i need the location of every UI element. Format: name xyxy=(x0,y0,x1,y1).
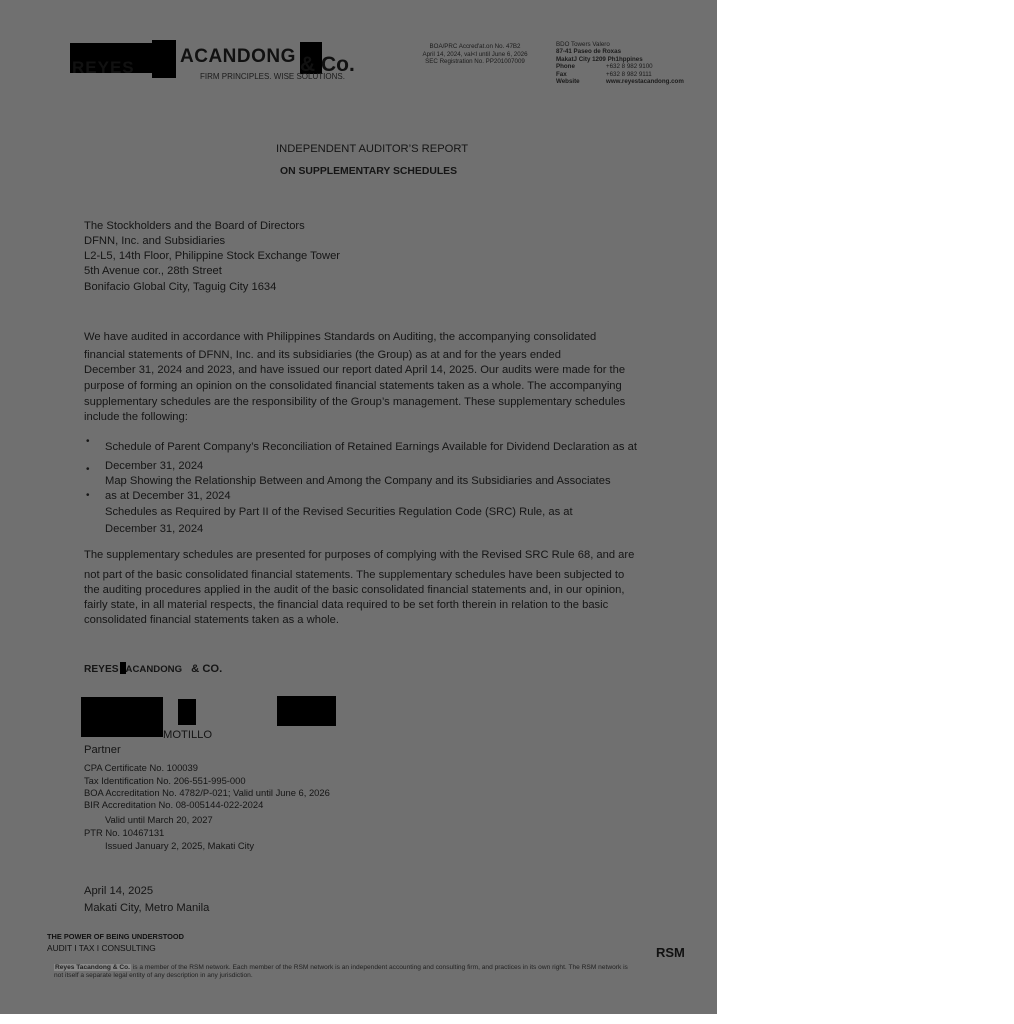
signing-firm-reyes: REYES xyxy=(84,664,119,675)
header-boa-block xyxy=(405,43,545,66)
signature-redaction-2 xyxy=(178,699,196,725)
paragraph2-line: not part of the basic consolidated financial statements. The supplementary schedules have been subjected to xyxy=(84,569,625,581)
logo-co: & Co. xyxy=(300,53,355,76)
credential-line: CPA Certificate No. 100039 xyxy=(84,762,198,773)
paragraph1-line: December 31, 2024 and 2023, and have issued our report dated April 14, 2025. Our audits were made for the xyxy=(84,364,626,376)
contact-label: Fax xyxy=(556,70,567,78)
header-contact-website xyxy=(556,78,684,85)
logo-reyes: REYES xyxy=(72,58,135,77)
paragraph1-line: supplementary schedules are the responsibility of the Group’s management. These supplementary schedules xyxy=(84,396,626,408)
bullet-dot: • xyxy=(86,464,90,475)
signature-redaction-1 xyxy=(81,697,163,737)
bullet-line: December 31, 2024 xyxy=(105,523,204,535)
addressee-line: DFNN, Inc. and Subsidiaries xyxy=(84,235,226,247)
signing-firm-tacandong: ACANDONG xyxy=(125,664,183,675)
report-date: April 14, 2025 xyxy=(84,885,154,897)
paragraph1-line: include the following: xyxy=(84,411,188,423)
footer-services: AUDIT I TAX I CONSULTING xyxy=(47,943,156,953)
addressee-line: The Stockholders and the Board of Directors xyxy=(84,220,305,232)
signing-firm-redaction xyxy=(120,662,126,674)
logo-tagline: FIRM PRINCIPLES. WISE SOLUTIONS. xyxy=(200,72,345,81)
report-place: Makati City, Metro Manila xyxy=(84,902,210,914)
logo-tacandong: ACANDONG xyxy=(180,46,296,67)
bullet-line: Schedule of Parent Company’s Reconciliation of Retained Earnings Available for Dividend Declaration as at xyxy=(105,441,637,453)
paragraph2-line: fairly state, in all material respects, the financial data required to be set forth therein in relation to the basic xyxy=(84,599,609,611)
bullet-line: as at December 31, 2024 xyxy=(105,490,231,502)
footer-note-firm: Reyes Tacandong & Co. xyxy=(55,964,130,971)
header-boa-line: SEC Registration No. PP201007009 xyxy=(425,58,525,66)
addressee-line: 5th Avenue cor., 28th Street xyxy=(84,265,222,277)
paragraph2-line: The supplementary schedules are presented for purposes of complying with the Revised SRC Rule 68, and are xyxy=(84,549,635,561)
header-contact-phone xyxy=(556,63,684,70)
signing-firm xyxy=(84,662,222,675)
bullet-line: December 31, 2024 xyxy=(105,460,204,472)
footer-note-line2: not itself a separate legal entity of any description in any jurisdiction. xyxy=(54,971,253,979)
footer-note-line1 xyxy=(54,964,628,972)
header-boa-line: April 14, 2024, val<l until June 6, 2026 xyxy=(422,50,528,58)
bullet-line: Schedules as Required by Part II of the Revised Securities Regulation Code (SRC) Rule, as at xyxy=(105,506,573,518)
credential-line: PTR No. 10467131 xyxy=(84,827,165,838)
header-address-line: MakatJ City 1209 Ph1hppines xyxy=(556,55,643,63)
paragraph1-line: We have audited in accordance with Philippines Standards on Auditing, the accompanying consolidated xyxy=(84,331,597,343)
bullet-line: Map Showing the Relationship Between and Among the Company and its Subsidiaries and Associates xyxy=(105,475,611,487)
addressee-line: Bonifacio Global City, Taguig City 1634 xyxy=(84,281,277,293)
header-address-line: 87-41 Paseo de Roxas xyxy=(556,48,622,56)
footer-network-note xyxy=(54,964,628,979)
signing-firm-co: & CO. xyxy=(191,663,223,675)
logo-redaction-t xyxy=(152,40,176,78)
bullet-dot: • xyxy=(86,436,90,447)
paragraph2-line: the auditing procedures applied in the audit of the basic consolidated financial statements and, in our opinion, xyxy=(84,584,625,596)
footer-rsm-logo: RSM xyxy=(656,945,685,960)
addressee-line: L2-L5, 14th Floor, Philippine Stock Exchange Tower xyxy=(84,250,341,262)
credential-line: Issued January 2, 2025, Makati City xyxy=(105,840,255,851)
bullet-dot: • xyxy=(86,490,90,501)
report-title: INDEPENDENT AUDITOR’S REPORT xyxy=(276,143,469,155)
signature-redaction-3 xyxy=(277,696,336,726)
contact-value: www.reyestacandong.com xyxy=(606,78,684,86)
credential-line: BOA Accreditation No. 4782/P-021; Valid until June 6, 2026 xyxy=(84,787,330,798)
header-address-line: BDO Towers Valero xyxy=(556,41,610,48)
contact-value: +632 8 982 9100 xyxy=(606,63,653,71)
header-contact-fax xyxy=(556,71,684,78)
footer-power: THE POWER OF BEING UNDERSTOOD xyxy=(47,932,185,941)
credential-line: Tax Identification No. 206-551-995-000 xyxy=(84,775,246,786)
partner-name: MOTILLO xyxy=(163,729,213,741)
partner-title: Partner xyxy=(84,744,121,756)
header-address-block xyxy=(556,41,684,85)
credential-line: Valid until March 20, 2027 xyxy=(105,814,213,825)
footer-note-text: is a member of the RSM network. Each member of the RSM network is an independent accounting and consulting firm, and practices in its own right. The RSM network is xyxy=(131,964,628,971)
paragraph1-line: financial statements of DFNN, Inc. and its subsidiaries (the Group) as at and for the years ended xyxy=(84,349,561,361)
header-boa-line: BOA/PRC Accred'at.on No. 47B2 xyxy=(429,43,521,50)
paragraph2-line: consolidated financial statements taken as a whole. xyxy=(84,614,339,626)
report-subtitle: ON SUPPLEMENTARY SCHEDULES xyxy=(280,166,458,177)
paragraph1-line: purpose of forming an opinion on the consolidated financial statements taken as a whole. The accompanying xyxy=(84,380,622,392)
contact-value: +632 8 982 9111 xyxy=(606,70,652,78)
contact-label: Website xyxy=(556,78,580,86)
credential-line: BIR Accreditation No. 08-005144-022-2024 xyxy=(84,799,264,810)
contact-label: Phone xyxy=(556,63,575,71)
